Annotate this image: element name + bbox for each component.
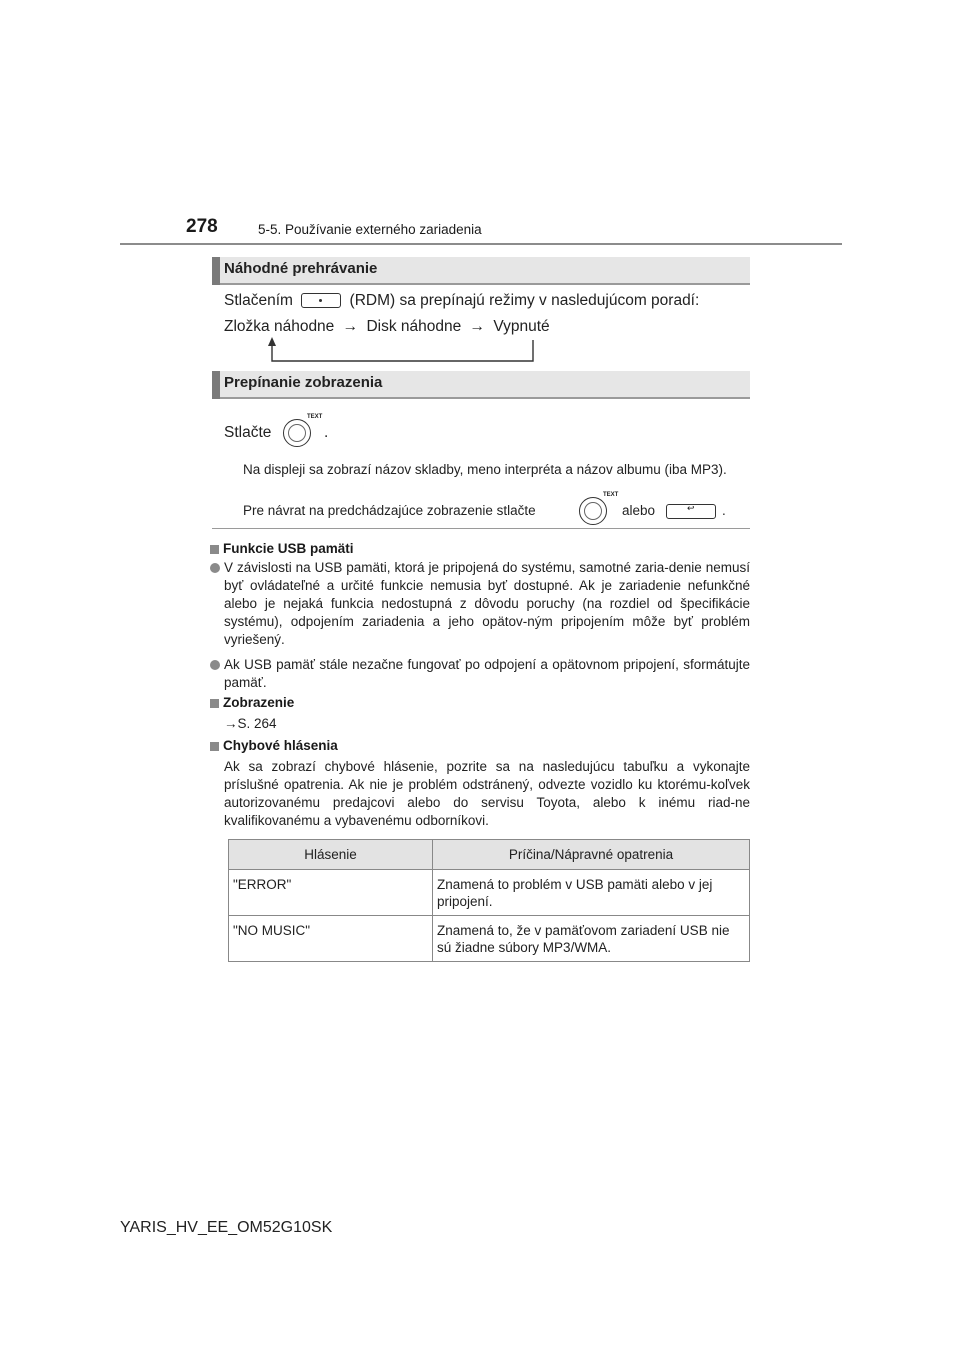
arrow-icon: → [469, 318, 486, 335]
arrow-icon: → [342, 318, 359, 335]
heading-text: Zobrazenie [223, 695, 295, 710]
text-knob-icon [579, 497, 607, 525]
mode-off: Vypnuté [493, 318, 550, 335]
knob-label: TEXT [307, 414, 323, 420]
section-heading-random [212, 257, 750, 285]
square-bullet-icon [210, 545, 219, 554]
mode-disc-random: Disk náhodne [366, 318, 462, 335]
press-suffix: . [324, 424, 329, 441]
rdm-button-icon [301, 293, 341, 308]
loop-back-arrow-icon [262, 336, 542, 366]
return-note-prefix: Pre návrat na predchádzajúce zobrazenie stlačte [243, 503, 536, 518]
usb-bullet-1: V závislosti na USB pamäti, ktorá je pripojená do systému, samotné zaria-denie nemusí byť ovládateľné a určité funkcie nemusia byť dostupné. Ak je zariadenie nefunkčné alebo je nejaká funkcia nedostupná z dôvodu poruchy (na rozdiel od špecifikácie systému), odpojením zariadenia a jeho opätov-ným pripojením môže byť problém vyriešený. [224, 560, 750, 647]
errors-heading [210, 738, 338, 753]
section-title: Náhodné prehrávanie [224, 260, 378, 277]
message-cell: "NO MUSIC" [229, 916, 433, 962]
usb-bullet-2: Ak USB pamäť stále nezačne fungovať po odpojení a opätovnom pripojení, sformátujte pamäť. [224, 657, 750, 690]
press-prefix: Stlačte [224, 424, 272, 441]
circle-bullet-icon [210, 660, 220, 670]
page-number: 278 [186, 216, 218, 237]
cause-cell: Znamená to problém v USB pamäti alebo v jej pripojení. [433, 870, 750, 916]
instruction-prefix: Stlačením [224, 292, 293, 309]
message-cell: "ERROR" [229, 870, 433, 916]
mode-sequence [224, 318, 550, 336]
usb-functions-heading [210, 541, 354, 556]
column-header-cause: Príčina/Nápravné opatrenia [433, 840, 750, 870]
error-messages-table [228, 839, 750, 962]
display-note: Na displeji sa zobrazí názov skladby, meno interpréta a názov albumu (iba MP3). [243, 462, 727, 477]
section-divider [212, 528, 750, 529]
table-row [229, 916, 750, 962]
table-header-row [229, 840, 750, 870]
return-note-middle: alebo [622, 503, 656, 518]
heading-bar [212, 257, 220, 285]
random-instruction [224, 292, 699, 310]
heading-text: Funkcie USB pamäti [223, 541, 354, 556]
back-button-icon: ↩ [666, 504, 716, 519]
square-bullet-icon [210, 742, 219, 751]
column-header-message: Hlásenie [229, 840, 433, 870]
heading-text: Chybové hlásenia [223, 738, 338, 753]
display-heading [210, 695, 294, 710]
errors-text: Ak sa zobrazí chybové hlásenie, pozrite sa na nasledujúcu tabuľku a vykonajte príslušné opatrenia. Ak nie je problém odstránený, odvezte vozidlo ku ktorému-koľvek autorizovanému predajcovi alebo do servisu Toyota, alebo k inému riad-ne kvalifikovanému a vybavenému odborníkovi. [224, 759, 750, 828]
knob-label: TEXT [603, 492, 619, 498]
instruction-suffix: (RDM) sa prepínajú režimy v nasledujúcom poradí: [349, 292, 700, 309]
section-title: Prepínanie zobrazenia [224, 374, 383, 391]
text-knob-icon [283, 419, 311, 447]
heading-bar [212, 371, 220, 399]
circle-bullet-icon [210, 563, 220, 573]
table-row [229, 870, 750, 916]
mode-folder-random: Zložka náhodne [224, 318, 335, 335]
cause-cell: Znamená to, že v pamäťovom zariadení USB nie sú žiadne súbory MP3/WMA. [433, 916, 750, 962]
square-bullet-icon [210, 699, 219, 708]
section-heading-display [212, 371, 750, 399]
page-reference-link[interactable]: →S. 264 [224, 716, 277, 731]
return-note-suffix: . [722, 503, 726, 518]
document-code: YARIS_HV_EE_OM52G10SK [120, 1219, 333, 1236]
chapter-title: 5-5. Používanie externého zariadenia [258, 222, 482, 237]
header-divider [120, 243, 842, 245]
